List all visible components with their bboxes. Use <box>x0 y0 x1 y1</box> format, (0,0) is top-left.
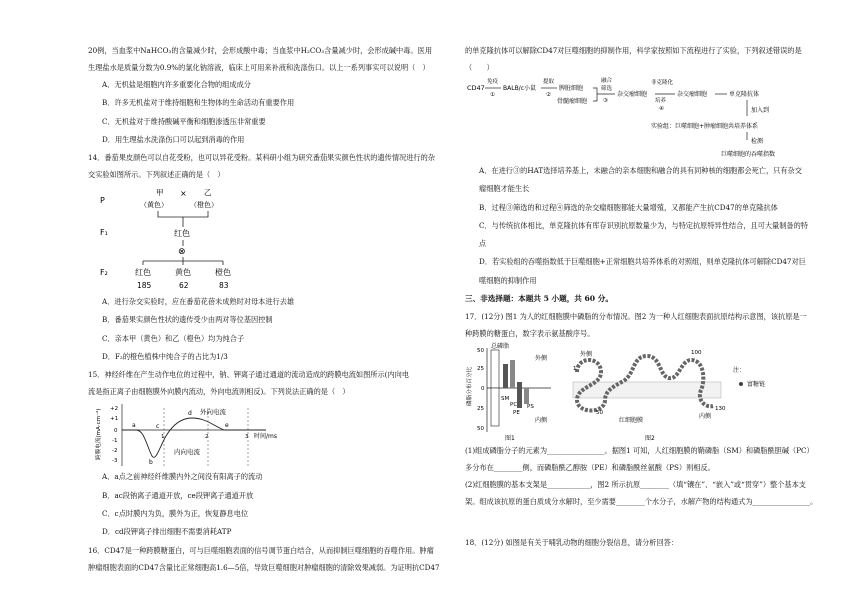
fig2-num-1: 1 <box>573 366 577 373</box>
ytick-zero: 0 <box>114 428 118 435</box>
section-3-heading: 三、非选择题：本题共 5 小题，共 60 分。 <box>465 294 613 304</box>
point-b: b <box>149 459 153 467</box>
flow-screen: 筛选 <box>601 86 613 92</box>
fig2-sugar-label: 富糖链 <box>747 381 766 389</box>
outward-current-label: 外向电流 <box>200 408 226 417</box>
q16-option-c-line1: C．与传统抗体相比，单克隆抗体有库存识别抗原数量少为，与特定抗原特异性结合，且可大量制备的特 <box>479 220 808 230</box>
q20-option-a: A．无机盐是细胞内许多重要化合物的组成成分 <box>102 80 251 89</box>
fig1-bar-label-pc: PC <box>510 402 518 409</box>
flow-cd47: CD47 <box>467 84 485 92</box>
fig1-caption: 图1 <box>505 435 515 443</box>
fig1-ylabel: 磷脂分布百分比 <box>467 366 473 407</box>
xtick-1: 1 <box>161 434 165 441</box>
q14-option-b: B．番茄果实颜色性状的遗传受少由两对等位基因控制 <box>102 315 273 325</box>
generation-p-label: P <box>100 196 105 206</box>
flow-culture: 培养 <box>655 98 667 104</box>
q20-option-d: D．用生理盐水洗涤伤口可以起到消毒的作用 <box>102 134 245 144</box>
q14-option-a: A．进行杂交实验时，应在番茄花蓓未成熟时对母本进行去雄 <box>102 297 295 307</box>
fig2-outer-label: 外侧 <box>580 351 593 359</box>
ytick-minus1: -1 <box>112 438 118 445</box>
fig1-bar-label-sm: SM <box>501 396 510 403</box>
inward-current-label: 内向电流 <box>174 448 200 457</box>
fig1-bar-total-top <box>491 350 499 388</box>
fig1-ytick-25-top: 25 <box>477 366 484 373</box>
fig1-ytick-50-top: 50 <box>477 348 484 355</box>
q17-stem-line2: 种跨膜的糖蛋白，数字表示氨基酸序号。 <box>465 329 595 339</box>
fig1-ytick-0: 0 <box>481 386 485 393</box>
flow-mab: 单克隆抗体 <box>729 91 760 98</box>
flow-nonclone: 非克隆化 <box>651 80 674 86</box>
flow-fuse: 融合 <box>601 78 613 84</box>
q14-option-c: C．亲本甲（黄色）和乙（橙色）均为纯合子 <box>102 333 245 343</box>
q16-option-a-line1: A．在进行③的HAT选择培养基上，未融合的亲本细胞和融合的具有同种核的细胞都会死亡，只有杂交 <box>479 166 802 175</box>
fig1-inner-label: 内侧 <box>535 417 548 425</box>
fig1-bar-pc-out <box>510 360 515 388</box>
fig2-note-label: 注： <box>733 367 746 375</box>
flow-spleen: 脾脏细胞 <box>559 85 584 92</box>
f2-branch-line <box>143 257 223 265</box>
flow-step2: ② <box>546 92 551 98</box>
flow-myeloma: 骨髓瘤细胞 <box>557 98 588 105</box>
generation-f2-label: F₂ <box>100 268 108 278</box>
fig1-bar-ps-in <box>524 388 529 404</box>
q16-option-c-line2: 点 <box>479 239 487 249</box>
q15-option-a: A．a点之前神经纤维膜内外之间没有阳离子的流动 <box>102 472 263 482</box>
ytick-plus1: +1 <box>110 416 119 423</box>
q18-stem: 18．(12分) 如图是有关于哺乳动物的细胞分裂信息，请分析回答： <box>465 538 679 548</box>
q15-graph-svg <box>88 400 441 468</box>
sugar-chain-icon <box>739 382 743 386</box>
q20-option-c: C．无机盐对于维持酸碱平衡和细胞渗透压非常重要 <box>102 116 266 126</box>
q14-stem-line1: 14．番茄果皮颜色可以自花受粉，也可以异花受粉。某科研小组为研究番茄果实颜色性状的遗传情况进行的杂 <box>88 153 435 163</box>
parent-b-color: （橙色） <box>190 201 218 210</box>
flow-mouse: BALB/c小鼠 <box>503 85 537 92</box>
q15-current-graph <box>88 400 441 468</box>
q20-stem-line2: 生理盐水是质量分数为0.9%的氯化钠溶液，临床上可用来补液和洗涤伤口。以上一系列事实可以说明（ ） <box>88 63 430 72</box>
q17-figures-svg <box>465 342 827 442</box>
q17-sub1-line2: 多分布在________侧，而磷脂酰乙醇胺（PE）和磷脂酰丝氨酸（PS）则相反。 <box>465 463 715 473</box>
flow-step4: ④ <box>659 106 664 112</box>
fig2-num-130: 130 <box>715 406 726 413</box>
cross-connector-line <box>158 211 208 227</box>
fig1-bar-pe-in <box>517 388 522 408</box>
fig2-inner-label: 内侧 <box>699 413 712 421</box>
point-e: e <box>225 422 229 430</box>
fig1-total-label: 总磷脂 <box>491 343 510 351</box>
parent-b-name: 乙 <box>204 188 212 198</box>
flow-step1: ① <box>490 92 495 98</box>
q16-flow-svg <box>465 76 827 162</box>
fig1-bar-label-ps: PS <box>527 404 534 411</box>
parent-a-color: （黄色） <box>140 201 168 210</box>
graph-ylabel: 跨膜电流(mA·cm⁻²) <box>96 408 102 461</box>
q15-stem-line2: 流是指正离子由细胞膜外向膜内流动，外向电流则相反)。下列说法正确的是（ ） <box>88 387 350 397</box>
f2-count-red: 185 <box>137 281 152 291</box>
xtick-3: 3 <box>245 434 249 441</box>
ytick-minus2: -2 <box>112 448 118 455</box>
fig2-membrane-label: 红细胞膜 <box>619 417 644 425</box>
point-a: a <box>132 422 136 430</box>
fig1-bar-sm-out <box>503 364 508 388</box>
cross-symbol: × <box>180 189 187 199</box>
fig1-bar-pe-out <box>517 382 522 388</box>
parent-a-name: 甲 <box>156 188 164 198</box>
selfing-symbol: ⊗ <box>178 247 186 258</box>
q14-cross-svg <box>88 183 441 293</box>
graph-xlabel: 时间/ms <box>254 433 277 441</box>
fig2-num-100: 100 <box>691 350 702 357</box>
q15-stem-line1: 15．神经纤维在产生动作电位的过程中，钠、钾离子通过通道的流动造成的跨膜电流如图所示(内向电 <box>88 370 410 380</box>
q17-sub1-line1: (1)组成磷脂分子的元素为________________。据图1 可知，人红细胞膜的鞘磷脂（SM）和磷脂酰胆碱（PC） <box>465 446 814 456</box>
q16-option-d-line2: 噬细胞的抑制作用 <box>479 275 537 285</box>
fig1-ytick-25-bottom: 25 <box>477 406 484 413</box>
q16-stem-line2: 肿瘤细胞表面的CD47含量比正常细胞高1.6—5倍，导致巨噬细胞对肿瘤细胞的清除效果减弱。为证明抗CD47 <box>88 562 440 572</box>
q16-option-b: B．过程③筛选的和过程④筛选的杂交瘤细胞都能大量增殖，又都能产生抗CD47的单克隆抗体 <box>479 202 778 212</box>
q16-cont-line2: （ ） <box>465 63 494 72</box>
generation-f1-label: F₁ <box>100 228 108 238</box>
right-column <box>465 42 827 551</box>
fig1-bar-total-bottom <box>491 388 499 426</box>
q16-cont-line1: 的单克隆抗体可以解除CD47对巨噬细胞的抑制作用，科学家按照如下流程进行了实验，下列叙述错误的是 <box>465 46 802 55</box>
flow-exp-group: 实验组：巨噬细胞+肿瘤细胞共培养体系 <box>651 123 759 130</box>
fig2-num-50: 50 <box>596 410 603 417</box>
flow-hybridoma: 杂交瘤细胞 <box>677 91 708 98</box>
q16-flow-diagram <box>465 76 827 162</box>
q14-stem-line2: 交实验如图所示。下列叙述正确的是（ ） <box>88 170 225 180</box>
f2-label-yellow: 黄色 <box>175 268 191 278</box>
flow-step3: ③ <box>603 98 608 104</box>
point-d: d <box>188 410 192 418</box>
fig1-bar-label-pe: PE <box>513 410 520 417</box>
q14-cross-diagram <box>88 183 441 293</box>
flow-immune: 免疫 <box>487 79 499 85</box>
q15-option-b: B．ac段钠离子通道开放，ce段钾离子通道开放 <box>102 490 254 500</box>
q17-figures <box>465 342 827 442</box>
q16-option-d-line1: D．若实验组的吞噬指数低于巨噬细胞+正常细胞共培养体系的对照组，则单克隆抗体可解除CD47对巨 <box>479 257 806 267</box>
q15-option-c: C．c点时膜内为负，膜外为正，恢复静息电位 <box>102 508 249 518</box>
q15-option-d: D．cd段钾离子排出细胞不需要消耗ATP <box>102 527 232 537</box>
f1-phenotype: 红色 <box>174 229 190 239</box>
f2-count-yellow: 62 <box>179 281 189 291</box>
q20-option-b: B．许多无机盐对于维持细胞和生物体的生命活动有重要作用 <box>102 98 295 108</box>
fig2-caption: 图2 <box>645 435 655 443</box>
q17-sub2-line2: 架。组成该抗原的蛋白质成分水解时，至少需要________个水分子，水解产物的结构通式为________________。 <box>465 497 818 507</box>
q17-stem-line1: 17．(12分) 图1 为人的红细胞膜中磷脂的分布情况。图2 为一种人红细胞表面抗原结构示意图，该抗原是一 <box>465 312 807 322</box>
f2-count-orange: 83 <box>219 281 229 291</box>
flow-phago: 巨噬细胞的吞噬指数 <box>721 151 776 158</box>
ytick-plus2: +2 <box>110 406 119 413</box>
q14-option-d: D．F₂的橙色植株中纯合子的占比为1/3 <box>102 352 228 362</box>
fig1-ytick-50-bottom: 50 <box>477 426 484 433</box>
flow-hybrid: 杂交瘤细胞 <box>617 91 648 98</box>
flow-extract: 提取 <box>543 79 555 85</box>
fig1-outer-label: 外侧 <box>535 355 548 363</box>
f2-label-red: 红色 <box>135 268 151 278</box>
q17-sub2-line1: (2)红细胞膜的基本支架是____________，图2 所示抗原________（填“镶在”、“嵌入”或“贯穿”）整个基本支 <box>465 480 806 490</box>
q16-option-a-line2: 瘤细胞才能生长 <box>479 184 530 194</box>
point-c: c <box>156 423 160 431</box>
f2-label-orange: 橙色 <box>215 268 231 278</box>
ytick-minus3: -3 <box>112 458 118 465</box>
xtick-2: 2 <box>205 434 209 441</box>
q16-stem-line1: 16．CD47是一种跨膜糖蛋白，可与巨噬细胞表面的信号调节蛋白结合，从而抑制巨噬细胞的吞噬作用。肿瘤 <box>88 545 434 555</box>
flow-add: 加入到 <box>751 107 770 114</box>
q20-stem-line1: 20例，当血浆中NaHCO₃的含量减少时，会形成酸中毒；当血浆中H₂CO₃含量减少时，会形成碱中毒。医用 <box>88 46 433 55</box>
flow-detect: 检测 <box>751 138 764 145</box>
left-column <box>88 42 441 576</box>
